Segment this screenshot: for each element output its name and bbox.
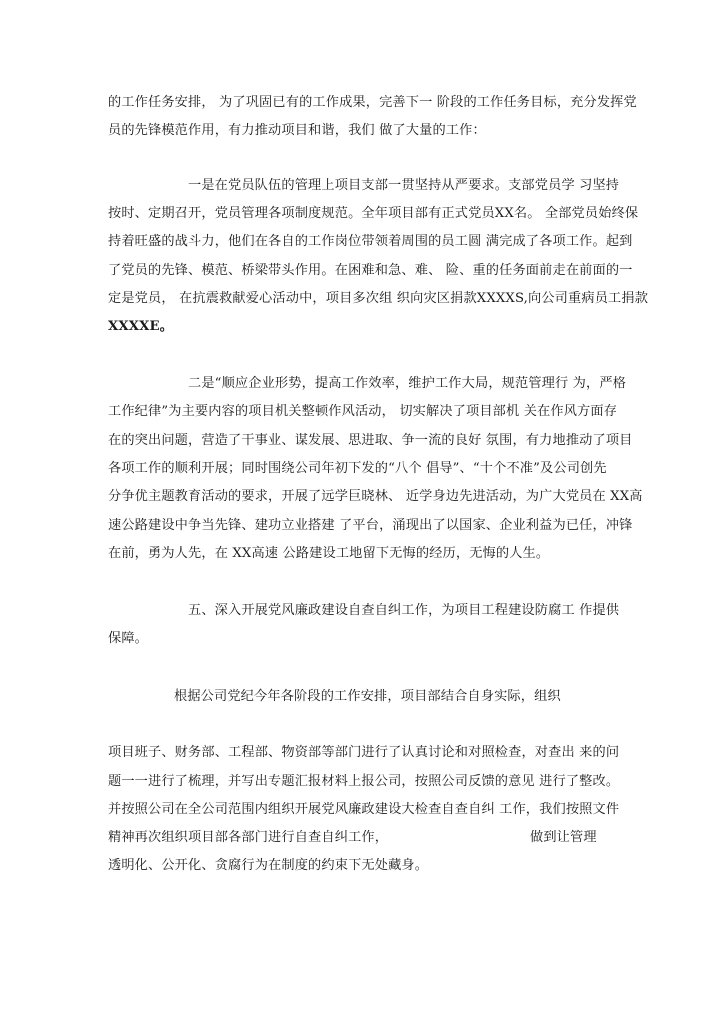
text-line: 速公路建设中争当先锋、建功立业搭建 了平台，涌现出了以国家、企业利益为已任，冲锋 [108,518,633,533]
text-line: 透明化、公开化、贪腐行为在制度的约束下无处藏身。 [108,858,429,873]
text-line: 在前，勇为人先，在 XX高速 公路建设工地留下无悔的经历，无悔的人生。 [108,546,550,561]
text-line: 了党员的先锋、模范、桥梁带头作用。在困难和急、难、 险、重的任务面前走在前面的一 [108,263,633,278]
text-line: 项目班子、财务部、工程部、物资部等部门进行了认真讨论和对照检查，对查出 来的问 [108,745,620,760]
text-line: 并按照公司在全公司范围内组织开展党风廉政建设大检查自查自纠 工作，我们按照文件 [108,802,620,817]
text-line: 根据公司党纪今年各阶段的工作安排，项目部结合自身实际，组织 [174,689,561,704]
text-line: 二是“顺应企业形势，提高工作效率，维护工作大局，规范管理行 为，严格 [188,376,627,391]
text-line: 精神再次组织项目部各部门进行自查自纠工作， [108,830,389,845]
text-line: 的工作任务安排， 为了巩固已有的工作成果，完善下一 阶段的工作任务目标，充分发挥党 [108,95,637,110]
text-line: XXXXE。 [108,319,174,334]
text-line: 保障。 [108,631,149,646]
text-line: 做到让管理 [530,830,597,845]
text-line: 持着旺盛的战斗力，他们在各自的工作岗位带领着周围的员工圆 满完成了各项工作。起到 [108,234,633,249]
text-line: 定是党员， 在抗震救献爱心活动中，项目多次组 织向灾区捐款XXXXS,向公司重病员工捐款 [108,291,649,306]
text-line: 题一一进行了梳理，并写出专题汇报材料上报公司，按照公司反馈的意见 进行了整改。 [108,774,620,789]
text-line: 按时、定期召开，党员管理各项制度规范。全年项目部有正式党员XX名。 全部党员始终保 [108,206,639,221]
text-line: 各项工作的顺利开展；同时围绕公司年初下发的“八个 倡导”、“十个不准”及公司创先 [108,461,607,476]
text-line: 工作纪律”为主要内容的项目机关整顿作风活动， 切实解决了项目部机 关在作风方面存 [108,404,618,419]
text-line: 一是在党员队伍的管理上项目支部一贯坚持从严要求。支部党员学 习坚持 [188,178,620,193]
text-line: 员的先锋模范作用，有力推动项目和谐，我们 做了大量的工作： [108,123,486,138]
text-line: 分争优主题教育活动的要求，开展了远学巨晓林、 近学身边先进活动，为广大党员在 XX高 [108,489,643,504]
text-line: 五、深入开展党风廉政建设自查自纠工作，为项目工程建设防腐工 作提供 [188,603,620,618]
text-line: 在的突出问题，营造了干事业、谋发展、思进取、争一流的良好 氛围，有力地推动了项目 [108,433,633,448]
